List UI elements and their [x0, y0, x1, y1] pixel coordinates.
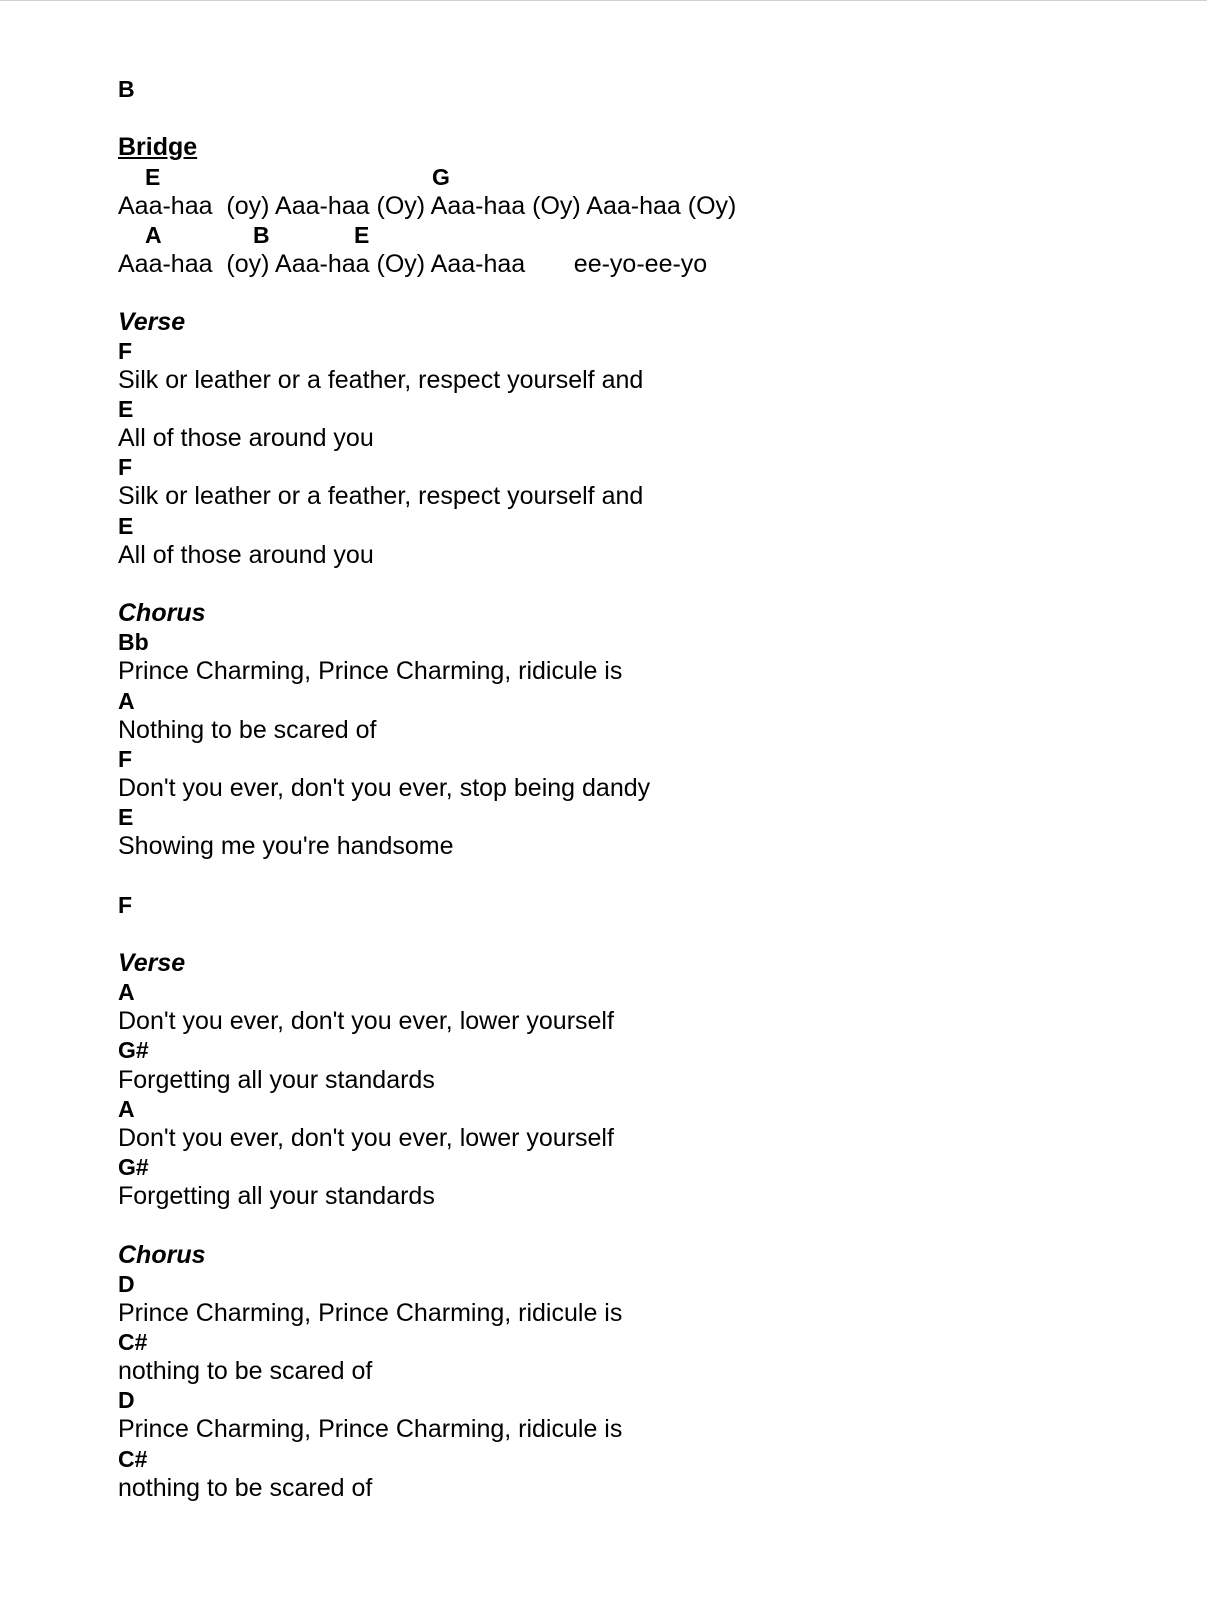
- bridge-chord-g: G: [432, 164, 450, 190]
- verse2-lyric-2: Forgetting all your standards: [118, 1066, 435, 1094]
- bridge-heading: Bridge: [118, 133, 198, 161]
- chorus1-lyric-3: Don't you ever, don't you ever, stop being dandy: [118, 774, 651, 802]
- verse2-lyric-3: Don't you ever, don't you ever, lower yourself: [118, 1124, 614, 1152]
- verse1-chord-4: E: [118, 513, 134, 539]
- verse1-chord-3: F: [118, 454, 133, 480]
- verse1-chord-2: E: [118, 396, 134, 422]
- verse2-lyric-1: Don't you ever, don't you ever, lower yourself: [118, 1007, 614, 1035]
- chorus1-heading: Chorus: [118, 599, 206, 627]
- top-rule: [0, 0, 1207, 1]
- verse1-lyric-4: All of those around you: [118, 541, 374, 569]
- chorus2-chord-4: C#: [118, 1446, 148, 1472]
- chorus2-lyric-1: Prince Charming, Prince Charming, ridicule is: [118, 1299, 623, 1327]
- bridge-lyric-1: Aaa-haa (oy) Aaa-haa (Oy) Aaa-haa (Oy) Aaa-haa (Oy): [118, 192, 737, 220]
- chord-b: B: [118, 76, 135, 102]
- chorus2-chord-2: C#: [118, 1329, 148, 1355]
- chorus1-chord-2: A: [118, 688, 135, 714]
- verse2-chord-3: A: [118, 1096, 135, 1122]
- verse2-heading: Verse: [118, 949, 186, 977]
- chorus2-lyric-4: nothing to be scared of: [118, 1474, 373, 1502]
- verse1-chord-1: F: [118, 338, 133, 364]
- verse2-lyric-4: Forgetting all your standards: [118, 1182, 435, 1210]
- chorus1-chord-4: E: [118, 804, 134, 830]
- bridge-chord-e: E: [145, 164, 161, 190]
- chorus2-lyric-3: Prince Charming, Prince Charming, ridicule is: [118, 1415, 623, 1443]
- verse2-chord-1: A: [118, 979, 135, 1005]
- bridge-chord-b: B: [253, 222, 270, 248]
- verse1-lyric-3: Silk or leather or a feather, respect yourself and: [118, 482, 644, 510]
- bridge-chord-e2: E: [354, 222, 370, 248]
- verse2-chord-4: G#: [118, 1154, 149, 1180]
- verse1-lyric-2: All of those around you: [118, 424, 374, 452]
- chorus2-chord-3: D: [118, 1387, 135, 1413]
- verse2-chord-2: G#: [118, 1037, 149, 1063]
- chord-f: F: [118, 892, 133, 918]
- verse1-lyric-1: Silk or leather or a feather, respect yourself and: [118, 366, 644, 394]
- chorus1-chord-3: F: [118, 746, 133, 772]
- chorus2-heading: Chorus: [118, 1241, 206, 1269]
- chorus1-lyric-2: Nothing to be scared of: [118, 716, 377, 744]
- chorus1-lyric-1: Prince Charming, Prince Charming, ridicule is: [118, 657, 623, 685]
- bridge-lyric-2: Aaa-haa (oy) Aaa-haa (Oy) Aaa-haa ee-yo-ee-yo: [118, 250, 708, 278]
- chorus2-chord-1: D: [118, 1271, 135, 1297]
- chorus1-chord-1: Bb: [118, 629, 149, 655]
- bridge-chord-a: A: [145, 222, 162, 248]
- verse1-heading: Verse: [118, 308, 186, 336]
- chorus2-lyric-2: nothing to be scared of: [118, 1357, 373, 1385]
- chorus1-lyric-4: Showing me you're handsome: [118, 832, 454, 860]
